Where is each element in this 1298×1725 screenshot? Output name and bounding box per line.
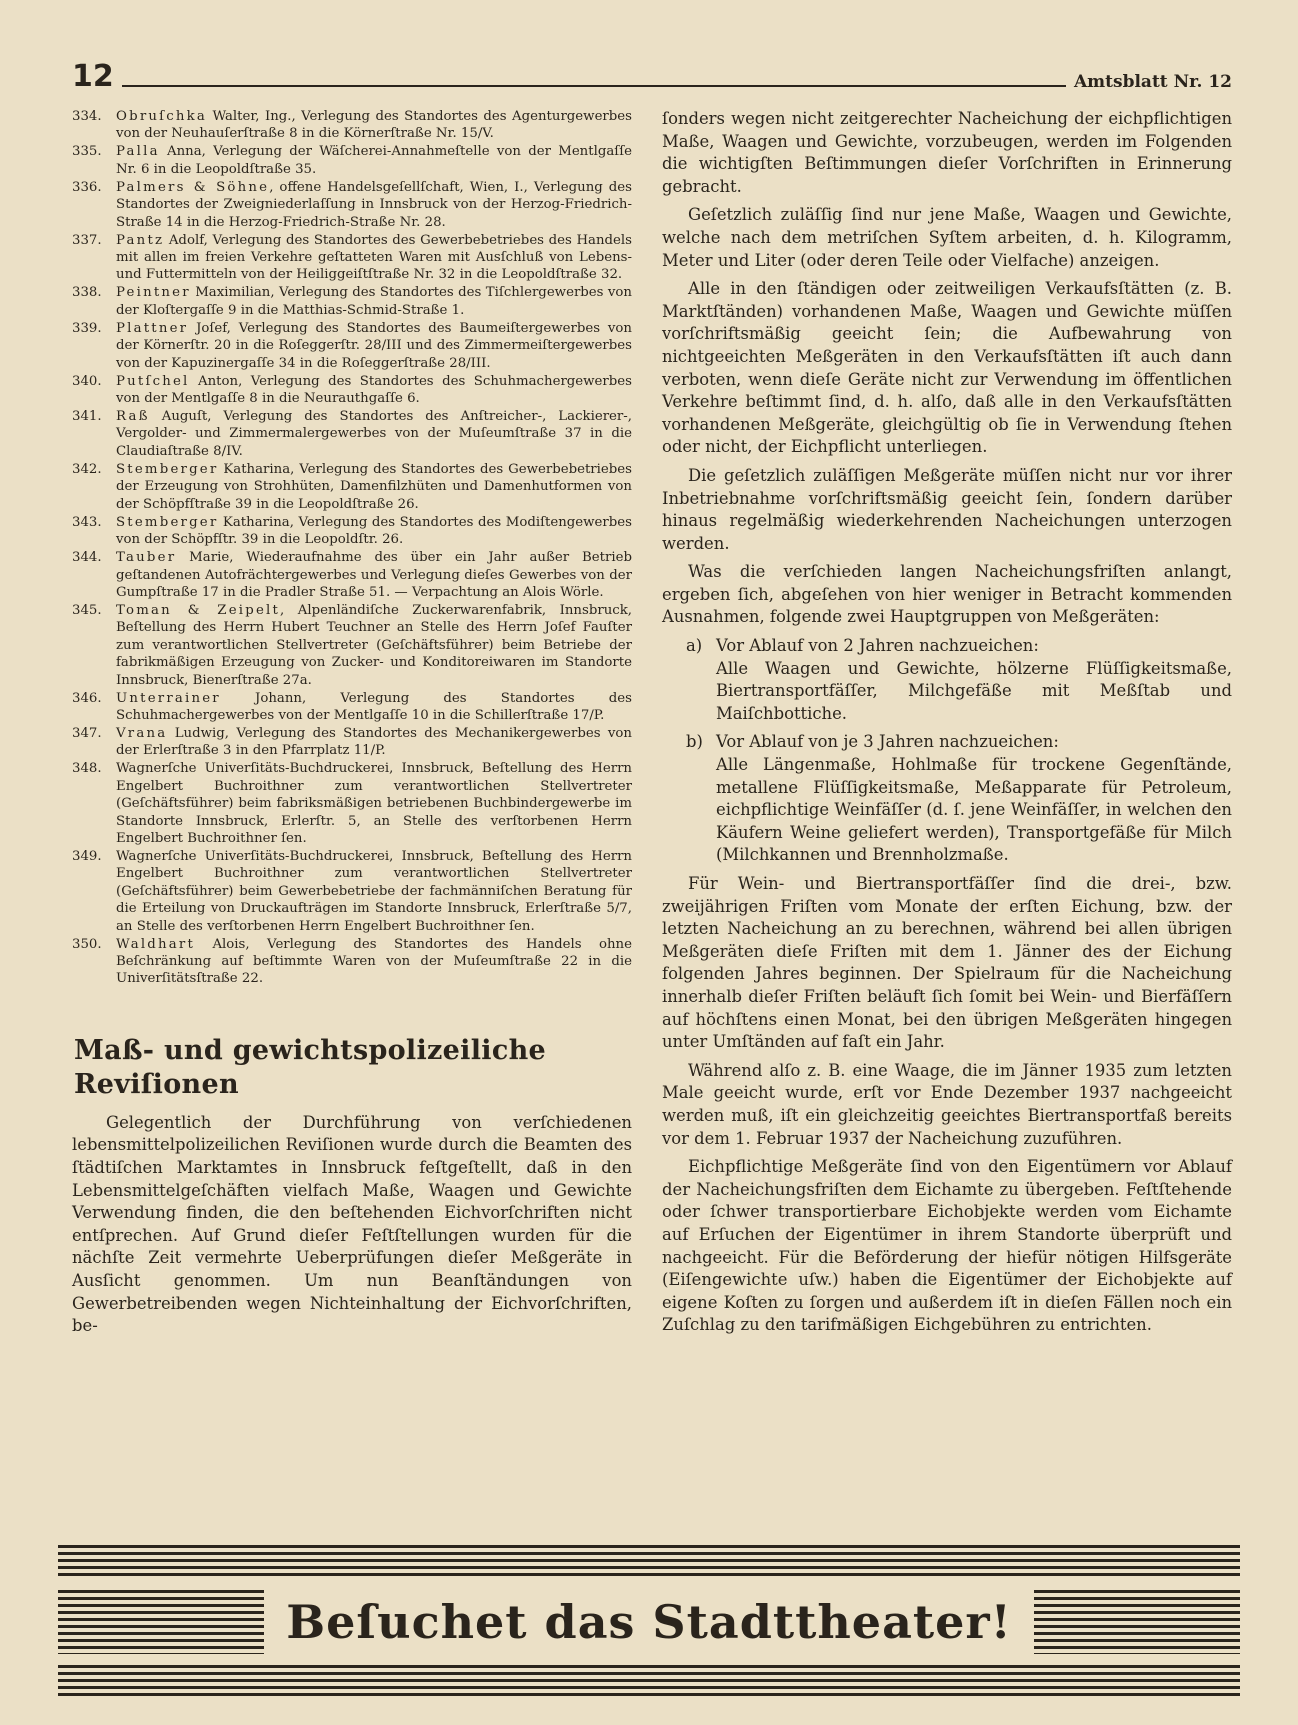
entry-name: Peintner — [116, 285, 191, 301]
list-item — [72, 320, 632, 372]
entry-text: Anton, Verlegung des Standortes des Schuhmachergewerbes von der Mentlgaſſe 8 in die Neurauthgaſſe 6. — [116, 373, 632, 407]
entry-name: Waldhart — [116, 936, 195, 952]
entry-name: Stemberger — [116, 514, 219, 530]
banner-stripes-left — [58, 1590, 264, 1654]
entry-text: Marie, Wiederaufnahme des über ein Jahr außer Betrieb geſtandenen Autofrächtergewerbes und Verlegung dieſes Gewerbes von der Gumpſtraße 17 in die Pradler Straße 51. — Verpachtung an Alois Wörle. — [116, 550, 632, 600]
entry-text: Alois, Verlegung des Standortes des Handels ohne Beſchränkung auf beſtimmte Waren von der Muſeumſtraße 22 in die Univerſitätsſtraße 22. — [116, 936, 632, 987]
entry-name: Unterrainer — [116, 690, 221, 706]
entry-text: Auguſt, Verlegung des Standortes des Anſtreicher-, Lackierer-, Vergolder- und Zimmermalergewerbes von der Muſeumſtraße 37 in die Claudiaſtraße 8/IV. — [116, 409, 632, 459]
paragraph-sales-locations: Alle in den ſtändigen oder zeitweiligen Verkaufsſtätten (z. B. Marktſtänden) vorhandenen Maße, Waagen und Gewichte müſſen vorſchriftsmäßig geeicht ſein; die Aufbewahrung von nichtgeeichten Meßgeräten in den Verkaufsſtätten iſt auch dann verboten, wenn dieſe Geräte nicht zur Verwendung im öffentlichen Verkehre beſtimmt ſind, d. h. alſo, daß alle in den Verkaufsſtätten vorhandenen Meßgeräte, gleichgültig ob ſie in Verwendung ſtehen oder nicht, der Eichpflicht unterliegen. — [662, 279, 1232, 457]
paragraph-reverification: Die geſetzlich zuläſſigen Meßgeräte müſſen nicht nur vor ihrer Inbetriebnahme vorſchriftsmäßig geeicht ſein, ſondern darüber hinaus regelmäßig wiederkehrenden Nacheichungen unterzogen werden. — [662, 465, 1232, 553]
entry-text: Adolf, Verlegung des Standortes des Gewerbebetriebes des Handels mit allen im freien Verkehre geſtatteten Waren mit Ausſchluß von Lebens- und Futtermitteln von der Heiliggeiſtſtraße Nr. 32 in die Leopoldſtraße 32. — [116, 232, 632, 283]
entry-text: Ludwig, Verlegung des Standortes des Mechanikergewerbes von der Erlerſtraße 3 in den Pfarrplatz 11/P. — [116, 725, 632, 759]
list-item — [72, 848, 632, 935]
right-intro-paragraph: ſonders wegen nicht zeitgerechter Nacheichung der eichpflichtigen Maße, Waagen und Gewichte, vorzubeugen, werden im Folgenden die wichtigſten Beſtimmungen dieſer Vorſchriften in Erinnerung gebracht. — [662, 109, 1232, 196]
entry-name: Palla — [116, 144, 160, 160]
list-item — [72, 602, 632, 689]
entry-number: 344. — [72, 550, 102, 566]
list-item — [72, 690, 632, 725]
entry-number: 343. — [72, 514, 102, 530]
page-number: 12 — [72, 59, 114, 94]
entry-text: , offene Handelsgeſellſchaft, Wien, I., Verlegung des Standortes der Zweigniederlaſſung in Innsbruck von der Herzog-Friedrich-Straße 14 in die Herzog-Friedrich-Straße Nr. 28. — [116, 179, 632, 230]
entry-text: Wagnerſche Univerſitäts-Buchdruckerei, Innsbruck, Beſtellung des Herrn Engelbert Buchroithner zum verantwortlichen Stellvertreter (Geſchäftsführer) beim fabriksmäßigen betriebenen Buchbindergewerbe im Standorte Innsbruck, Erlerſtr. 5, an Stelle des verſtorbenen Herrn Engelbert Buchroithner ſen. — [116, 761, 632, 846]
entry-number: 348. — [72, 761, 102, 777]
entries-list — [72, 108, 632, 988]
entry-name: Stemberger — [116, 461, 219, 477]
entry-name: Pantz — [116, 232, 165, 248]
list-item — [72, 514, 632, 549]
list-item — [72, 179, 632, 231]
entry-name: Obruſchka — [116, 109, 208, 124]
paragraph-example: Während alſo z. B. eine Waage, die im Jänner 1935 zum letzten Male geeicht wurde, erſt vor Ende Dezember 1937 nachgeeicht werden muß, iſt ein gleichzeitig geeichtes Biertransportfaß bereits vor dem 1. Februar 1937 der Nacheichung zuzuführen. — [662, 1060, 1232, 1148]
paragraph-owners: Eichpflichtige Meßgeräte ſind von den Eigentümern vor Ablauf der Nacheichungsfriſten dem Eichamte zu übergeben. Feſtſtehende oder ſchwer transportierbare Eichobjekte werden vom Eichamte auf Erſuchen der Eigentümer in ihrem Standorte überprüft und nachgeeicht. Für die Beförderung der hiefür nötigen Hilfsgeräte (Eiſengewichte uſw.) haben die Eigentümer der Eichobjekte auf eigene Koſten zu ſorgen und außerdem iſt in dieſen Fällen noch ein Zuſchlag zu den tarifmäßigen Eichgebühren zu entrichten. — [662, 1157, 1232, 1335]
list-item-head: Vor Ablauf von 2 Jahren nachzueichen: — [716, 636, 1039, 656]
entry-text: Wagnerſche Univerſitäts-Buchdruckerei, Innsbruck, Beſtellung des Herrn Engelbert Buchroithner zum verantwortlichen Stellvertreter (Geſchäftsführer) beim Gewerbebetriebe der fachmänniſchen Beratung für die Erteilung von Druckaufträgen im Standorte Innsbruck, Erlerſtraße 5/7, an Stelle des verſtorbenen Herrn Engelbert Buchroithner ſen. — [116, 848, 632, 934]
entry-name: Palmers & Söhne — [116, 179, 270, 195]
list-item-body: Alle Waagen und Gewichte, hölzerne Flüſſigkeitsmaße, Biertransportfäſſer, Milchgefäße mit Meßſtab und Maiſchbottiche. — [716, 658, 1232, 723]
list-item — [72, 936, 632, 988]
entry-name: Toman & Zeipelt — [116, 602, 281, 618]
entry-text: Katharina, Verlegung des Standortes des Modiſtengewerbes von der Schöpfſtr. 39 in die Leopoldſtr. 26. — [116, 514, 632, 548]
entry-text: Maximilian, Verlegung des Standortes des Tiſchlergewerbes von der Kloſtergaſſe 9 in die Matthias-Schmid-Straße 1. — [116, 285, 632, 318]
list-item — [72, 108, 632, 143]
right-column — [662, 108, 1232, 1343]
entry-text: Joſef, Verlegung des Standortes des Baumeiſtergewerbes von der Körnerſtr. 20 in die Roſeggerſtr. 28/III und des Zimmermeiſtergewerbes von der Kapuzinergaſſe 34 in die Roſeggerſtraße 28/III. — [116, 320, 632, 371]
entry-number: 345. — [72, 602, 102, 618]
theater-banner — [58, 1545, 1240, 1701]
entry-number: 346. — [72, 690, 102, 706]
entry-number: 339. — [72, 320, 102, 336]
paragraph-legal-units: Geſetzlich zuläſſig ſind nur jene Maße, Waagen und Gewichte, welche nach dem metriſchen Syſtem arbeiten, d. h. Kilogramm, Meter und Liter (oder deren Teile oder Vielfache) anzeigen. — [662, 205, 1232, 270]
section-title: Maß- und gewichtspolizeiliche Reviſionen — [74, 1034, 546, 1100]
list-item — [72, 549, 632, 601]
banner-stripes-bottom — [58, 1665, 1240, 1699]
banner-text: Beſuchet das Stadttheater! — [286, 1595, 1012, 1649]
entry-number: 336. — [72, 179, 102, 195]
list-item — [72, 232, 632, 284]
entry-text: Johann, Verlegung des Standortes des Schuhmachergewerbes von der Mentlgaſſe 10 in die Schillerſtraße 17/P. — [116, 690, 632, 723]
entry-text: , Alpenländiſche Zuckerwarenfabrik, Innsbruck, Beſtellung des Herrn Hubert Teuchner an Stelle des Herrn Joſef Fauſter zum verantwortlichen Stellvertreter (Geſchäftsführer) beim Betriebe der fabrikmäßigen Erzeugung von Zucker- und Konditoreiwaren im Standorte Innsbruck, Bienerſtraße 27a. — [116, 602, 632, 688]
list-item-b — [686, 731, 1232, 867]
entry-number: 335. — [72, 144, 102, 160]
banner-stripes-top — [58, 1545, 1240, 1579]
entry-name: Vrana — [116, 725, 168, 741]
list-item — [72, 284, 632, 319]
entry-name: Putſchel — [116, 373, 190, 389]
entry-number: 340. — [72, 373, 102, 389]
list-item — [72, 461, 632, 513]
entry-number: 347. — [72, 725, 102, 741]
left-column — [72, 108, 632, 1338]
entry-text: Walter, Ing., Verlegung des Standortes des Agenturgewerbes von der Neuhauſerſtraße 8 in die Körnerſtraße Nr. 15/V. — [116, 109, 632, 142]
entry-name: Raß — [116, 409, 150, 425]
list-item — [72, 373, 632, 408]
entry-number: 341. — [72, 409, 102, 425]
section-left-text: Gelegentlich der Durchführung von verſchiedenen lebensmittelpolizeilichen Reviſionen wurde durch die Beamten des ſtädtiſchen Marktamtes in Innsbruck feſtgeſtellt, daß in den Lebensmittelgeſchäften vielfach Maße, Waagen und Gewichte Verwendung finden, die den beſtehenden Eichvorſchriften nicht entſprechen. Auf Grund dieſer Feſtſtellungen wurden für die nächſte Zeit vermehrte Ueberprüfungen dieſer Meßgeräte in Ausſicht genommen. Um nun Beanſtändungen von Gewerbetreibenden wegen Nichteinhaltung der Eichvorſchriften, be- — [72, 1112, 632, 1336]
list-item-head: Vor Ablauf von je 3 Jahren nachzueichen: — [716, 732, 1059, 752]
banner-stripes-right — [1034, 1590, 1240, 1654]
entry-number: 338. — [72, 285, 102, 301]
entry-number: 334. — [72, 109, 102, 124]
list-item-a — [686, 635, 1232, 725]
entry-name: Plattner — [116, 320, 189, 336]
paragraph-barrels: Für Wein- und Biertransportfäſſer ſind die drei-, bzw. zweijährigen Friſten vom Monate der erſten Eichung, bzw. der letzten Nacheichung an zu berechnen, während bei allen übrigen Meßgeräten dieſe Friſten mit dem 1. Jänner des der Eichung folgenden Jahres beginnen. Der Spielraum für die Nacheichung innerhalb dieſer Friſten beläuft ſich ſomit bei Wein- und Bierfäſſern auf höchſtens einen Monat, bei den übrigen Meßgeräten hingegen unter Umſtänden auf faſt ein Jahr. — [662, 874, 1232, 1052]
entry-number: 349. — [72, 848, 102, 864]
entry-text: Katharina, Verlegung des Standortes des Gewerbebetriebes der Erzeugung von Strohhüten, Damenfilzhüten und Damenhutformen von der Schöpfſtraße 39 in die Leopoldſtraße 26. — [116, 461, 632, 512]
paragraph-deadlines: Was die verſchieden langen Nacheichungsfriſten anlangt, ergeben ſich, abgeſehen von hier weniger in Betracht kommenden Ausnahmen, folgende zwei Hauptgruppen von Meßgeräten: — [662, 562, 1232, 627]
entry-text: Anna, Verlegung der Wäſcherei-Annahmeſtelle von der Mentlgaſſe Nr. 6 in die Leopoldſtraße 35. — [116, 144, 632, 177]
page-header — [72, 52, 1232, 92]
list-item — [72, 725, 632, 760]
entry-number: 337. — [72, 232, 102, 248]
list-item — [72, 143, 632, 178]
entry-number: 342. — [72, 461, 102, 477]
header-rule — [122, 85, 1066, 87]
entry-number: 350. — [72, 936, 102, 952]
list-marker: a) — [686, 636, 703, 656]
list-item-body: Alle Längenmaße, Hohlmaße für trockene Gegenſtände, metallene Flüſſigkeitsmaße, Meßapparate für Petroleum, eichpflichtige Weinfäſſer (d. ſ. jene Weinfäſſer, in welchen den Käufern Weine geliefert werden), Transportgefäße für Milch (Milchkannen und Brennholzmaße. — [716, 755, 1232, 865]
issue-label: Amtsblatt Nr. 12 — [1073, 72, 1232, 92]
list-item — [72, 408, 632, 460]
list-item — [72, 760, 632, 847]
list-marker: b) — [686, 732, 703, 752]
entry-name: Tauber — [116, 550, 177, 566]
